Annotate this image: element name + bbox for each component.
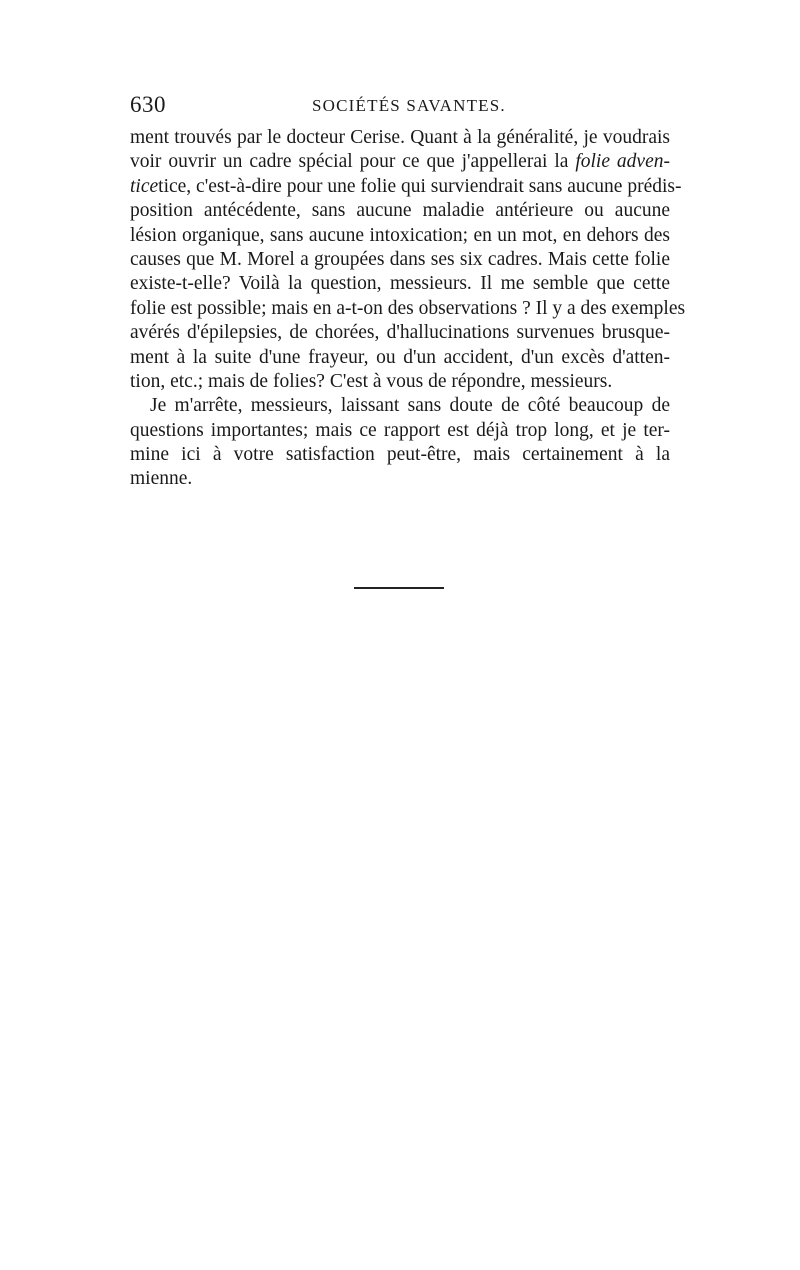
text-line: folie est possible; mais en a-t-on des observations ? Il y a des exemples [130, 297, 686, 319]
body-text [130, 126, 686, 492]
text-fragment: voir ouvrir un cadre spécial pour ce que j'appellerai la [130, 151, 576, 173]
text-line: ment à la suite d'une frayeur, ou d'un accident, d'un excès d'atten- [130, 346, 670, 368]
text-line: tion, etc.; mais de folies? C'est à vous de répondre, messieurs. [130, 370, 613, 392]
paragraph-2 [130, 394, 670, 492]
text-line [130, 175, 682, 199]
running-head [130, 92, 670, 122]
page-number: 630 [130, 92, 166, 117]
text-line [130, 150, 670, 174]
text-line: lésion organique, sans aucune intoxication; en un mot, en dehors des [130, 224, 670, 246]
text-fragment: tice, c'est-à-dire pour une folie qui surviendrait sans aucune prédis- [158, 175, 682, 197]
section-end-rule [354, 587, 444, 589]
text-line: mine ici à votre satisfaction peut-être, mais certainement à la [130, 444, 670, 466]
text-line: causes que M. Morel a groupées dans ses six cadres. Mais cette folie [130, 248, 670, 270]
paragraph-1 [130, 126, 686, 394]
text-line: ment trouvés par le docteur Cerise. Quant à la généralité, je voudrais [130, 127, 670, 148]
text-line: mienne. [130, 468, 193, 490]
running-title: SOCIÉTÉS SAVANTES. [312, 96, 506, 115]
text-line: questions importantes; mais ce rapport est déjà trop long, et je ter- [130, 419, 670, 441]
text-line: Je m'arrête, messieurs, laissant sans doute de côté beaucoup de [150, 395, 670, 417]
text-line: existe-t-elle? Voilà la question, messieurs. Il me semble que cette [130, 273, 670, 295]
text-line: avérés d'épilepsies, de chorées, d'hallucinations survenues brusque- [130, 322, 670, 344]
italic-term: folie adven- [575, 151, 670, 173]
italic-term: tice [130, 175, 159, 197]
text-line: position antécédente, sans aucune maladie antérieure ou aucune [130, 200, 670, 222]
